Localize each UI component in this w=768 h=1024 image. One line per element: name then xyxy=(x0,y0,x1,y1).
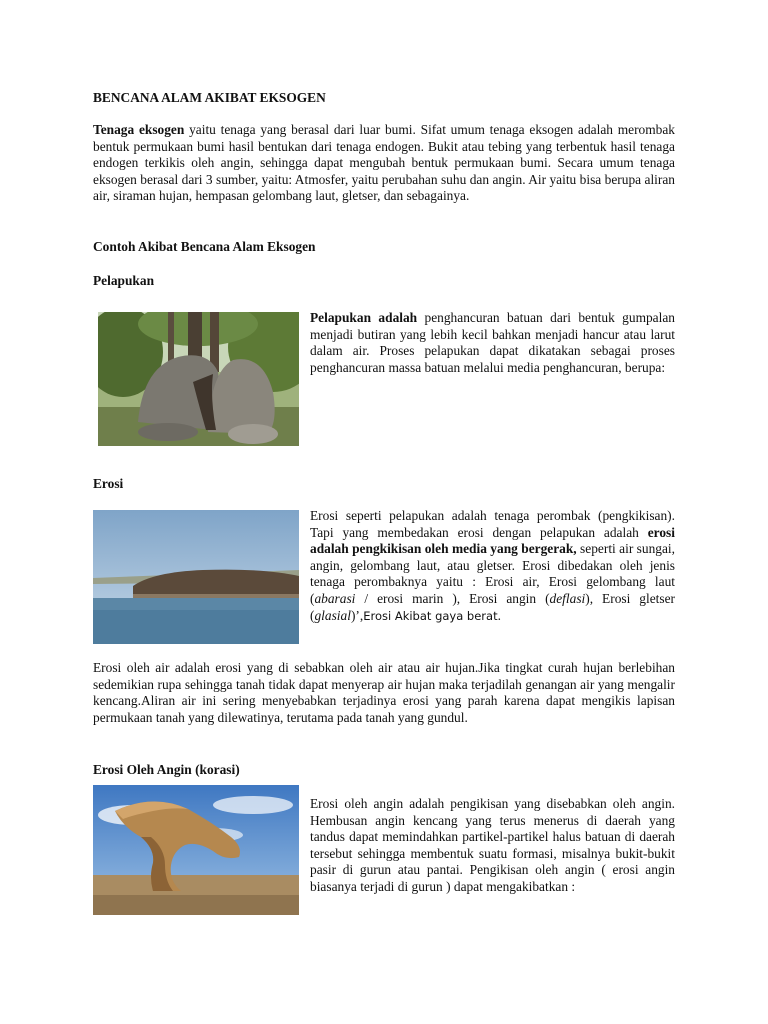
erosi-heading: Erosi xyxy=(93,476,124,491)
pelapukan-heading: Pelapukan xyxy=(93,273,155,288)
erosi-text-5: )’, xyxy=(350,607,364,623)
pelapukan-rock-photo xyxy=(98,312,299,446)
pelapukan-text: penghancuran batuan dari bentuk gumpalan menjadi butiran yang lebih kecil bahkan menjadi hancur atau larut dalam air. Proses pelapukan dapat dikatakan sebagai proses penghancuran massa batuan melalui media penghancuran, berupa: xyxy=(310,310,675,375)
erosi-text-3: / erosi marin ), Erosi angin ( xyxy=(355,590,550,606)
page-title: BENCANA ALAM AKIBAT EKSOGEN xyxy=(93,90,326,105)
erosi-angin-heading: Erosi Oleh Angin (korasi) xyxy=(93,762,240,777)
erosi-text-4: ), Erosi gletser ( xyxy=(310,590,675,623)
erosi-cliff-photo xyxy=(93,510,299,644)
erosi-deflasi: deflasi xyxy=(549,590,586,606)
erosi-gaya-berat: Erosi Akibat gaya berat xyxy=(363,608,498,623)
erosi-abarasi: abarasi xyxy=(314,590,356,606)
intro-term: Tenaga eksogen xyxy=(93,122,185,137)
erosi-end: . xyxy=(497,607,501,623)
erosi-glasial: glasial xyxy=(314,607,351,623)
erosi-text-1: Erosi seperti pelapukan adalah tenaga perombak (pengkikisan). Tapi yang membedakan erosi dengan pelapukan adalah xyxy=(310,508,675,540)
erosi-bold: erosi adalah pengkikisan oleh media yang bergerak, xyxy=(310,524,675,557)
intro-paragraph xyxy=(93,122,675,205)
pelapukan-term: Pelapukan adalah xyxy=(310,310,418,325)
erosi-text-2: seperti air sungai, angin, gelombang laut, atau gletser. Erosi dibedakan oleh jenis tenaga perombaknya yaitu : Erosi air, Erosi gelombang laut ( xyxy=(310,541,675,606)
pelapukan-paragraph xyxy=(310,310,675,376)
erosi-angin-paragraph: Erosi oleh angin adalah pengikisan yang disebabkan oleh angin. Hembusan angin kencang yang terus menerus di daerah yang tandus dapat memindahkan partikel-partikel halus batuan di daerah tersebut sehingga membentuk suatu formasi, misalnya bukit-bukit pasir di gurun atau pantai. Pengikisan oleh angin ( erosi angin biasanya terjadi di gurun ) dapat mengakibatkan : xyxy=(310,796,675,894)
erosi-angin-rock-photo xyxy=(93,785,299,915)
erosi-air-paragraph: Erosi oleh air adalah erosi yang di sebabkan oleh air atau air hujan.Jika tingkat curah hujan berlebihan sedemikian rupa sehingga tanah tidak dapat menyerap air hujan maka terjadilah genangan air yang mengalir kencang.Aliran air ini sering menyebabkan terjadinya erosi yang parah karena dapat mengikis lapisan permukaan tanah yang dilewatinya, terutama pada tanah yang gundul. xyxy=(93,660,675,725)
intro-text: yaitu tenaga yang berasal dari luar bumi. Sifat umum tenaga eksogen adalah merombak bentuk permukaan bumi hasil bentukan dari tenaga endogen. Bukit atau tebing yang terbentuk hasil tenaga endogen terkikis oleh angin, sehingga dapat mengubah bentuk permukaan bumi. Secara umum tenaga eksogen berasal dari 3 sumber, yaitu: Atmosfer, yaitu perubahan suhu dan angin. Air yaitu bisa berupa aliran air, siraman hujan, hempasan gelombang laut, gletser, dan sebagainya. xyxy=(93,122,675,204)
erosi-paragraph xyxy=(310,508,675,624)
section-subtitle: Contoh Akibat Bencana Alam Eksogen xyxy=(93,239,316,254)
